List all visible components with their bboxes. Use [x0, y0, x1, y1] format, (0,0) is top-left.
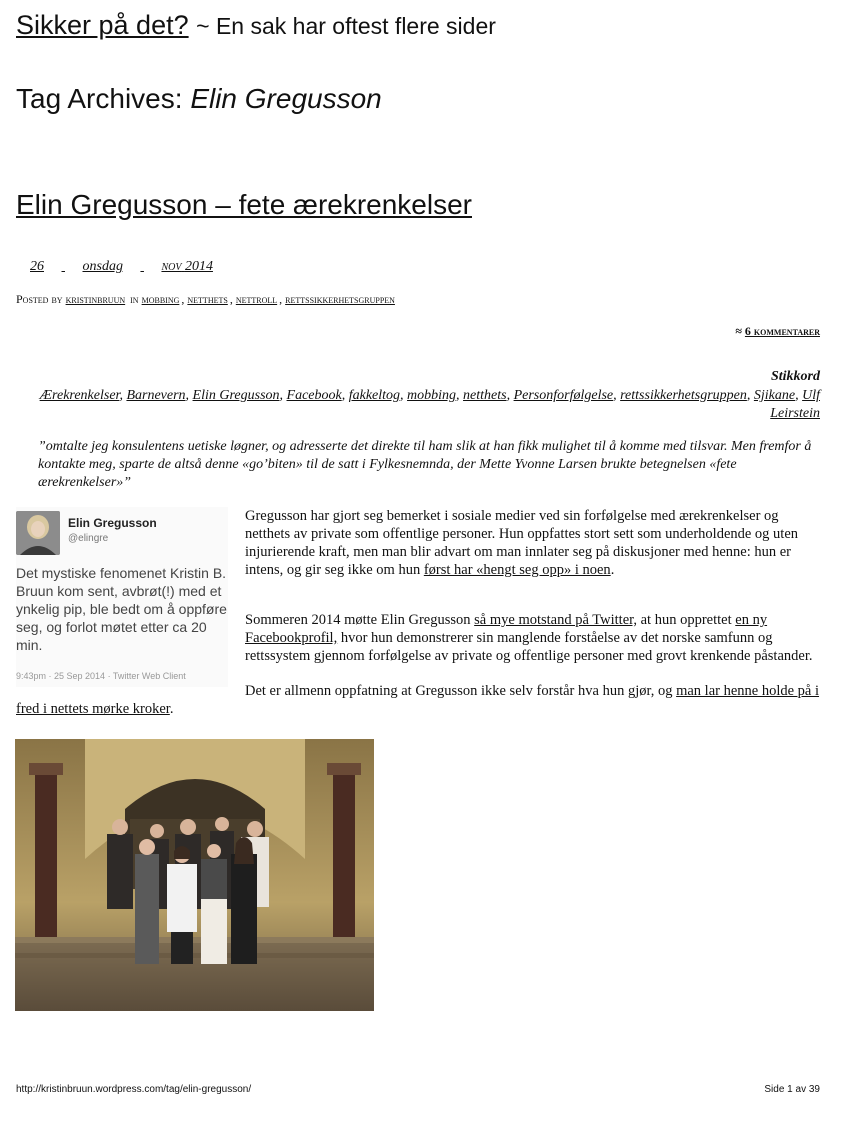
- group-photo-image: [15, 739, 374, 1011]
- comments-count: [735, 324, 820, 339]
- tag-link[interactable]: Sjikane: [753, 388, 796, 403]
- tag-link[interactable]: Barnevern: [126, 388, 186, 403]
- site-title-link[interactable]: Sikker på det?: [16, 10, 189, 40]
- site-header: [16, 10, 496, 41]
- page-number: Side 1 av 39: [764, 1084, 820, 1095]
- date-month-year[interactable]: [161, 259, 213, 274]
- tweet-meta: 9:43pm · 25 Sep 2014 · Twitter Web Client: [16, 671, 186, 681]
- author-link[interactable]: kristinbruun: [65, 292, 126, 306]
- avatar-photo: [16, 511, 60, 555]
- tag-link[interactable]: Personforfølgelse: [513, 388, 614, 403]
- paragraph-2: [245, 611, 820, 665]
- tag-link[interactable]: fakkeltog: [348, 388, 401, 403]
- tag-link[interactable]: Facebook: [286, 388, 342, 403]
- date-weekday[interactable]: onsdag: [82, 259, 123, 274]
- category-link[interactable]: netthets: [187, 292, 228, 306]
- inline-link[interactable]: en ny Facebookprofil,: [245, 612, 768, 646]
- inline-link[interactable]: så mye motstand på Twitter,: [474, 612, 637, 628]
- tag-link[interactable]: Ulf Leirstein: [770, 388, 820, 421]
- p2-text-c: hvor hun demonstrerer sin manglende forståelse av det norske samfunn og rettssystem gjennom forfølgelse av private og offentlige personer med grovt krenkende påstander.: [245, 630, 813, 664]
- tag-link[interactable]: netthets: [463, 388, 507, 403]
- inline-link[interactable]: man lar henne holde på i fred i nettets mørke kroker: [16, 683, 820, 717]
- archive-prefix: Tag Archives:: [16, 83, 191, 114]
- post-date: [30, 259, 227, 275]
- site-tagline: ~ En sak har oftest flere sider: [196, 13, 496, 39]
- in-label: in: [130, 292, 139, 306]
- tweet-author-handle: @elingre: [68, 533, 109, 544]
- date-day[interactable]: 26: [30, 259, 44, 274]
- date-month: nov: [161, 259, 182, 274]
- comments-link[interactable]: 6 kommentarer: [744, 324, 820, 338]
- post-quote: ”omtalte jeg konsulentens uetiske løgner, og adresserte det direkte til ham slik at han fikk mulighet til å komme med tilsvar. Men fremfor å kontakte meg, sparte de altså denne «go’biten» til de satt i Fylkesnemnda, der Mette Yvonne Larsen brukte betegnelsen «fete ærekrenkelser»”: [38, 439, 812, 490]
- archive-tag: Elin Gregusson: [190, 83, 382, 114]
- p1-end: .: [610, 562, 615, 578]
- date-sep-1: [62, 259, 66, 274]
- category-link[interactable]: mobbing: [141, 292, 180, 306]
- tag-link[interactable]: mobbing: [407, 388, 457, 403]
- p3-end: .: [169, 701, 174, 717]
- paragraph-3: [16, 682, 820, 718]
- date-sep-2: [140, 259, 144, 274]
- tweet-author-name: Elin Gregusson: [68, 516, 157, 530]
- p2-text-a: Sommeren 2014 møtte Elin Gregusson: [245, 612, 475, 628]
- tags-heading: Stikkord: [770, 369, 820, 384]
- posted-by-label: Posted by: [16, 292, 63, 306]
- inline-link[interactable]: først har «hengt seg opp» i noen: [423, 562, 611, 578]
- tag-list: Ærekrenkelser, Barnevern, Elin Gregusson, Facebook, fakkeltog, mobbing, netthets, Personforfølgelse, rettssikkerhetsgruppen, Sjikane, Ulf Leirstein: [39, 388, 820, 421]
- footer-url: http://kristinbruun.wordpress.com/tag/elin-gregusson/: [16, 1084, 252, 1095]
- avatar: [16, 511, 60, 555]
- p2-text-b: at hun opprettet: [637, 612, 736, 628]
- tweet-embed: [16, 507, 228, 687]
- paragraph-1: [245, 507, 820, 579]
- tag-link[interactable]: Elin Gregusson: [192, 388, 280, 403]
- post-title-link[interactable]: Elin Gregusson – fete ærekrenkelser: [16, 189, 472, 220]
- comments-prefix: ≈: [735, 324, 742, 338]
- group-photo: [15, 739, 374, 1011]
- archive-title: [16, 83, 382, 115]
- post-title: [16, 189, 472, 221]
- date-year: 2014: [184, 259, 213, 274]
- post-byline: Posted by kristinbruun in mobbing , netthets , nettroll , rettssikkerhetsgruppen: [16, 292, 395, 306]
- category-link[interactable]: nettroll: [235, 292, 278, 306]
- tag-link[interactable]: Ærekrenkelser: [39, 388, 120, 403]
- tag-link[interactable]: rettssikkerhetsgruppen: [620, 388, 747, 403]
- category-link[interactable]: rettssikkerhetsgruppen: [285, 292, 395, 306]
- tweet-text: Det mystiske fenomenet Kristin B. Bruun kom sent, avbrøt(!) med et ynkelig pip, ble bedt om å oppføre seg, og forlot møtet etter ca 20 min.: [16, 565, 227, 653]
- p1-text: Gregusson har gjort seg bemerket i sosiale medier ved sin forfølgelse med ærekrenkelser og netthets av private som offentlige personer. Hun oppfattes stort sett som underholdende og uten injurierende kraft, men man blir advart om man innlater seg på diskusjoner med henne: hun er intens, og gir seg ikke om hun: [245, 508, 799, 578]
- p3-text: Det er allmenn oppfatning at Gregusson ikke selv forstår hva hun gjør, og: [245, 683, 677, 699]
